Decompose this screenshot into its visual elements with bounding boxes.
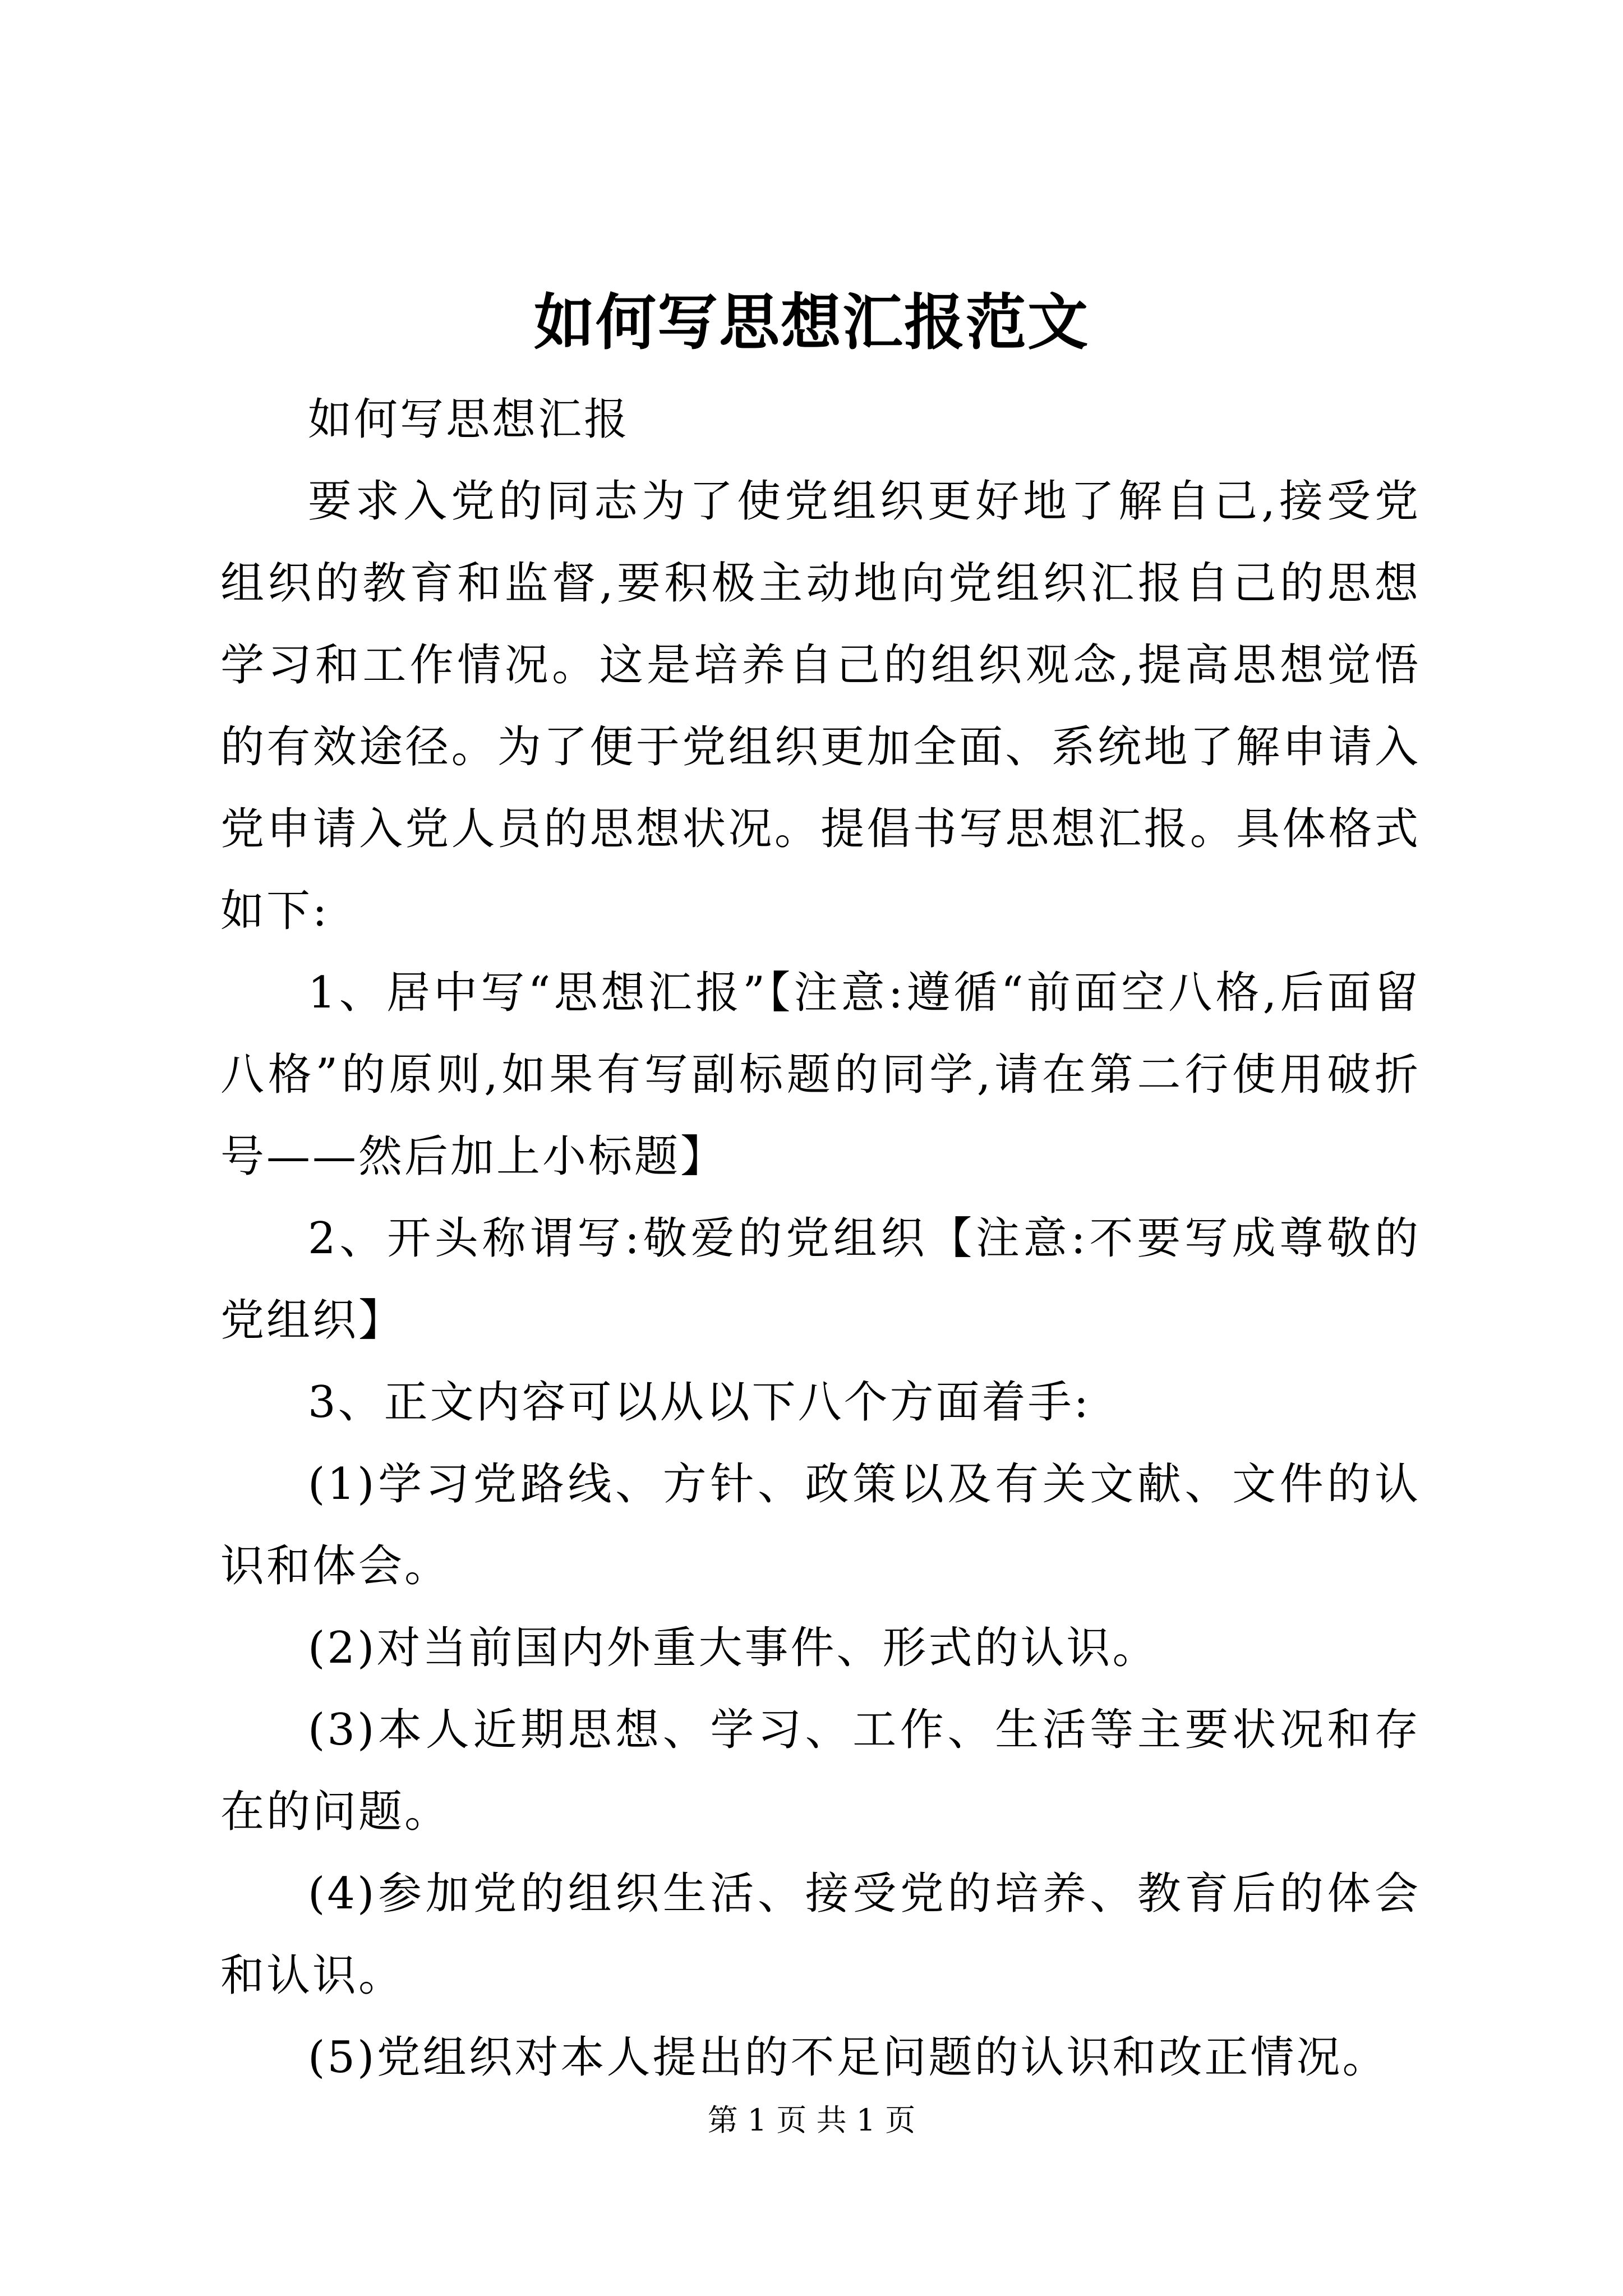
content-item-4: (4)参加党的组织生活、接受党的培养、教育后的体会和认识。 <box>220 1869 1421 2001</box>
document-title: 如何写思想汇报范文 <box>533 287 1089 358</box>
content-item-1: (1)学习党路线、方针、政策以及有关文献、文件的认识和体会。 <box>220 1459 1421 1591</box>
subtitle-paragraph: 如何写思想汇报 <box>308 394 630 445</box>
format-item-2: 2、开头称谓写:敬爱的党组织【注意:不要写成尊敬的党组织】 <box>220 1213 1421 1346</box>
document-body <box>220 379 1421 2099</box>
intro-paragraph: 要求入党的同志为了使党组织更好地了解自己,接受党组织的教育和监督,要积极主动地向党组织汇报自己的思想学习和工作情况。这是培养自己的组织观念,提高思想觉悟的有效途径。为了便于党组织更加全面、系统地了解申请入党申请入党人员的思想状况。提倡书写思想汇报。具体格式如下: <box>220 476 1421 936</box>
page-number-label: 第 1 页 共 1 页 <box>707 2102 916 2138</box>
content-item-3: (3)本人近期思想、学习、工作、生活等主要状况和存在的问题。 <box>220 1705 1421 1837</box>
content-item-2: (2)对当前国内外重大事件、形式的认识。 <box>308 1623 1159 1673</box>
format-item-1: 1、居中写“思想汇报”【注意:遵循“前面空八格,后面留八格”的原则,如果有写副标题的同学,请在第二行使用破折号——然后加上小标题】 <box>220 968 1421 1182</box>
format-item-3: 3、正文内容可以从以下八个方面着手: <box>308 1377 1091 1428</box>
page-footer <box>0 2098 1623 2143</box>
content-item-5: (5)党组织对本人提出的不足问题的认识和改正情况。 <box>308 2032 1389 2083</box>
